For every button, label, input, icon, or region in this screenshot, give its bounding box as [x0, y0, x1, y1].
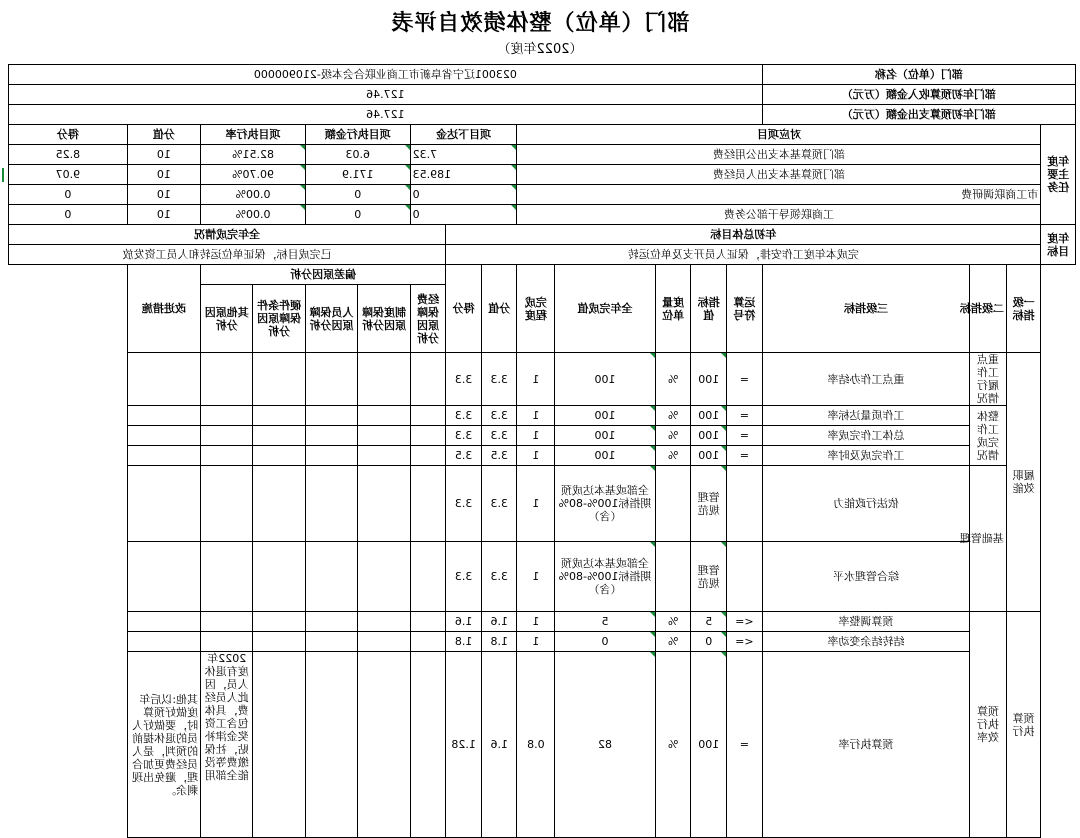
project-rate: 0.00% [201, 185, 306, 205]
indicator-name: 工作完成及时率 [762, 446, 969, 466]
indicator-unit: % [655, 406, 691, 426]
dev-cell [410, 632, 446, 652]
dev-cell [305, 652, 357, 838]
dev-cell [201, 466, 253, 542]
indicator-score: 3.5 [446, 446, 482, 466]
indicator-unit: % [655, 353, 691, 406]
project-score: 8.25 [9, 145, 128, 165]
annual-tasks-label: 年度主要任务 [1041, 125, 1076, 225]
project-funds: 0 [410, 185, 517, 205]
proj-header-exec-amount: 项目执行金额 [305, 125, 410, 145]
indicator-weight: 1.8 [481, 632, 517, 652]
indicator-op [727, 542, 763, 612]
indicator-target: 5 [691, 612, 727, 632]
ind-header-improve: 改进措施 [127, 265, 200, 353]
project-row [9, 185, 1076, 205]
improve-cell [127, 446, 200, 466]
indicator-target: 100 [691, 426, 727, 446]
project-weight: 10 [127, 205, 200, 225]
dev-cell [201, 426, 253, 446]
project-exec: 0 [305, 205, 410, 225]
expense-label: 部门年初预算支出金额（万元） [762, 105, 1075, 125]
dev-cell [305, 446, 357, 466]
goal-done-text: 已完成目标，保证单位运转和人员工资发放 [9, 245, 446, 265]
project-weight: 10 [127, 165, 200, 185]
goal-plan-text: 完成本年度工作安排，保证人员开支及单位运转 [446, 245, 1041, 265]
page-title: 部门（单位）整体绩效自评表 [390, 10, 690, 36]
indicator-degree: 1 [517, 542, 555, 612]
dept-name-label: 部门（单位）名称 [762, 65, 1075, 85]
project-weight: 10 [127, 145, 200, 165]
indicator-op: = [727, 652, 763, 838]
indicator-weight: 1.6 [481, 652, 517, 838]
improve-cell [127, 612, 200, 632]
proj-header-item: 对应项目 [517, 125, 1041, 145]
dev-cell [305, 632, 357, 652]
indicator-name: 结转结余变动率 [762, 632, 969, 652]
dev-cell [358, 406, 410, 426]
ind-header-target: 指标值 [691, 265, 727, 353]
dev-cell [305, 466, 357, 542]
dev-cell [253, 466, 305, 542]
indicator-op: = [727, 406, 763, 426]
dev-cell [410, 612, 446, 632]
indicator-name: 综合管理水平 [762, 542, 969, 612]
indicator-unit: % [655, 652, 691, 838]
dev-cell [253, 632, 305, 652]
ind-header-dev-funds: 经费保障原因分析 [410, 285, 446, 353]
indicator-actual: 82 [555, 652, 656, 838]
dev-cell [253, 612, 305, 632]
indicator-row [9, 426, 1076, 446]
improve-cell [127, 353, 200, 406]
project-score: 0 [9, 185, 128, 205]
improve-cell [127, 632, 200, 652]
indicator-actual: 全部或基本达成预期指标100%-80%（含） [555, 542, 656, 612]
l2-basic: 基础管理 [970, 466, 1007, 612]
project-exec: 6.03 [305, 145, 410, 165]
indicator-name: 总体工作完成率 [762, 426, 969, 446]
dev-cell [358, 652, 410, 838]
ind-header-l2: 二级指标 [970, 265, 1007, 353]
proj-header-exec-rate: 项目执行率 [201, 125, 306, 145]
expense-value: 127.46 [9, 105, 763, 125]
indicator-target: 100 [691, 652, 727, 838]
annual-goal-label: 年度目标 [1041, 225, 1076, 265]
ind-header-dev: 偏差原因分析 [201, 265, 446, 285]
spacer-cell [1041, 265, 1076, 353]
dev-cell [305, 353, 357, 406]
project-rate: 90.70% [201, 165, 306, 185]
project-row [9, 165, 1076, 185]
indicator-unit [655, 542, 691, 612]
spacer-cell [1041, 353, 1076, 838]
dev-cell [410, 466, 446, 542]
dev-cell [201, 612, 253, 632]
dev-cell [410, 353, 446, 406]
indicator-score: 3.3 [446, 426, 482, 446]
project-exec: 171.9 [305, 165, 410, 185]
dev-cell [253, 406, 305, 426]
dept-name-row [9, 65, 1076, 85]
project-rate: 82.51% [201, 145, 306, 165]
improve-cell [127, 466, 200, 542]
indicator-op: = [727, 426, 763, 446]
indicator-degree: 1 [517, 353, 555, 406]
dev-cell [410, 446, 446, 466]
ind-header-dev-staff: 人员保障原因分析 [305, 285, 357, 353]
dev-cell [358, 612, 410, 632]
dev-cell [410, 542, 446, 612]
indicator-actual: 100 [555, 426, 656, 446]
l2-exec: 预算执行效率 [970, 612, 1007, 838]
proj-header-funds: 项目下达金 [410, 125, 517, 145]
dev-cell [358, 353, 410, 406]
ind-header-l1: 一级指标 [1006, 265, 1041, 353]
indicator-unit: % [655, 632, 691, 652]
indicator-name: 预算调整率 [762, 612, 969, 632]
project-name: 市工商联调研费 [517, 185, 1041, 205]
income-value: 127.46 [9, 85, 763, 105]
ind-header-op: 运算符号 [727, 265, 763, 353]
indicator-weight: 3.3 [481, 426, 517, 446]
indicator-unit: % [655, 426, 691, 446]
dev-cell [410, 652, 446, 838]
indicator-actual: 0 [555, 632, 656, 652]
indicator-actual: 5 [555, 612, 656, 632]
dev-cell [305, 406, 357, 426]
improve-cell [127, 542, 200, 612]
income-row [9, 85, 1076, 105]
indicator-unit: % [655, 446, 691, 466]
ind-header-l3: 三级指标 [762, 265, 969, 353]
indicator-name: 依法行政能力 [762, 466, 969, 542]
dev-cell [253, 426, 305, 446]
indicator-degree: 1 [517, 406, 555, 426]
goal-text-row [9, 245, 1076, 265]
project-name: 部门预算基本支出公用经费 [517, 145, 1041, 165]
dev-cell [201, 632, 253, 652]
project-funds: 0 [410, 205, 517, 225]
project-row [9, 205, 1076, 225]
dev-cell [305, 612, 357, 632]
ind-header-dev-system: 制度保障原因分析 [358, 285, 410, 353]
indicator-target: 管理规范 [691, 466, 727, 542]
indicator-header-row [9, 265, 1076, 285]
project-row [9, 145, 1076, 165]
indicator-op [727, 466, 763, 542]
indicator-op: = [727, 353, 763, 406]
indicator-score: 1.28 [446, 652, 482, 838]
expense-row [9, 105, 1076, 125]
indicator-actual: 100 [555, 353, 656, 406]
goal-header-row [9, 225, 1076, 245]
ind-header-actual: 全年完成值 [555, 265, 656, 353]
project-exec: 0 [305, 185, 410, 205]
indicator-target: 100 [691, 353, 727, 406]
dev-cell [305, 426, 357, 446]
indicator-target: 0 [691, 632, 727, 652]
indicator-weight: 3.5 [481, 446, 517, 466]
project-score: 0 [9, 205, 128, 225]
proj-header-weight: 分值 [127, 125, 200, 145]
indicator-weight: 3.3 [481, 466, 517, 542]
dev-cell [253, 652, 305, 838]
dev-cell [358, 426, 410, 446]
project-header-row [9, 125, 1076, 145]
indicator-weight: 1.6 [481, 612, 517, 632]
indicator-degree: 1 [517, 632, 555, 652]
indicator-degree: 1 [517, 466, 555, 542]
dev-cell [358, 446, 410, 466]
improve-cell [127, 406, 200, 426]
indicator-row [9, 466, 1076, 542]
ind-header-weight: 分值 [481, 265, 517, 353]
ind-header-unit: 度量单位 [655, 265, 691, 353]
dev-cell [410, 426, 446, 446]
indicator-actual: 100 [555, 446, 656, 466]
indicator-op: <= [727, 632, 763, 652]
dept-name-value: 023001辽宁省阜新市工商业联合会本级-210900000 [9, 65, 763, 85]
dev-cell [358, 466, 410, 542]
dev-cell [253, 542, 305, 612]
dev-cell [201, 406, 253, 426]
indicator-degree: 1 [517, 446, 555, 466]
ind-header-score: 得分 [446, 265, 482, 353]
indicator-name: 预算执行率 [762, 652, 969, 838]
project-funds: 7.32 [410, 145, 517, 165]
indicator-row [9, 353, 1076, 406]
indicator-row [9, 542, 1076, 612]
goal-done-header: 全年完成情况 [9, 225, 446, 245]
indicator-actual: 全部或基本达成预期指标100%-80%（含） [555, 466, 656, 542]
indicator-target: 管理规范 [691, 542, 727, 612]
dev-cell [305, 542, 357, 612]
page-subtitle: （2022年度） [497, 42, 583, 57]
indicator-actual: 100 [555, 406, 656, 426]
indicator-row [9, 652, 1076, 838]
l1-budget: 预算执行 [1006, 612, 1041, 838]
improve-cell [127, 426, 200, 446]
indicator-op: <= [727, 612, 763, 632]
dev-cell [201, 446, 253, 466]
indicator-row [9, 612, 1076, 632]
indicator-score: 3.3 [446, 466, 482, 542]
proj-header-score: 得分 [9, 125, 128, 145]
indicator-score: 3.3 [446, 542, 482, 612]
indicator-target: 100 [691, 446, 727, 466]
dev-cell [358, 542, 410, 612]
l1-performance: 履职效能 [1006, 353, 1041, 612]
project-weight: 10 [127, 185, 200, 205]
indicator-op: = [727, 446, 763, 466]
indicator-improve: 其他:以后年度做好预算时，要做好人员的退休提前的预判，是人员经费更加合理，避免出现剩余。 [127, 652, 200, 838]
indicator-score: 1.8 [446, 632, 482, 652]
dev-cell [253, 446, 305, 466]
indicator-row [9, 406, 1076, 426]
evaluation-table [8, 64, 1076, 838]
indicator-unit [655, 466, 691, 542]
indicator-weight: 3.3 [481, 406, 517, 426]
indicator-row [9, 446, 1076, 466]
project-name: 部门预算基本支出人员经费 [517, 165, 1041, 185]
selection-mark [2, 168, 4, 182]
project-name: 工商联领导干部公务费 [517, 205, 1041, 225]
indicator-degree: 0.8 [517, 652, 555, 838]
l2-overall: 整体工作完成情况 [970, 406, 1007, 466]
indicator-weight: 3.3 [481, 542, 517, 612]
project-rate: 0.00% [201, 205, 306, 225]
l2-key: 重点工作履行情况 [970, 353, 1007, 406]
dev-cell [253, 353, 305, 406]
project-score: 9.07 [9, 165, 128, 185]
ind-header-dev-other: 其他原因分析 [201, 285, 253, 353]
indicator-score: 1.6 [446, 612, 482, 632]
indicator-name: 工作质量达标率 [762, 406, 969, 426]
indicator-unit: % [655, 612, 691, 632]
dev-cell [201, 542, 253, 612]
ind-header-degree: 完成程度 [517, 265, 555, 353]
indicator-weight: 3.3 [481, 353, 517, 406]
indicator-degree: 1 [517, 426, 555, 446]
project-funds: 189.53 [410, 165, 517, 185]
indicator-target: 100 [691, 406, 727, 426]
income-label: 部门年初预算收入金额（万元） [762, 85, 1075, 105]
indicator-name: 重点工作办结率 [762, 353, 969, 406]
goal-plan-header: 年初总体目标 [446, 225, 1041, 245]
indicator-degree: 1 [517, 612, 555, 632]
indicator-row [9, 632, 1076, 652]
dev-cell [201, 353, 253, 406]
indicator-other-reason: 2022年度有退休人员，因此人员经费，具体包含工资奖金津补贴，社保缴费等没能全部用 [201, 652, 253, 838]
dev-cell [358, 632, 410, 652]
indicator-score: 3.3 [446, 406, 482, 426]
ind-header-dev-hw: 硬件条件保障原因分析 [253, 285, 305, 353]
dev-cell [410, 406, 446, 426]
indicator-score: 3.3 [446, 353, 482, 406]
